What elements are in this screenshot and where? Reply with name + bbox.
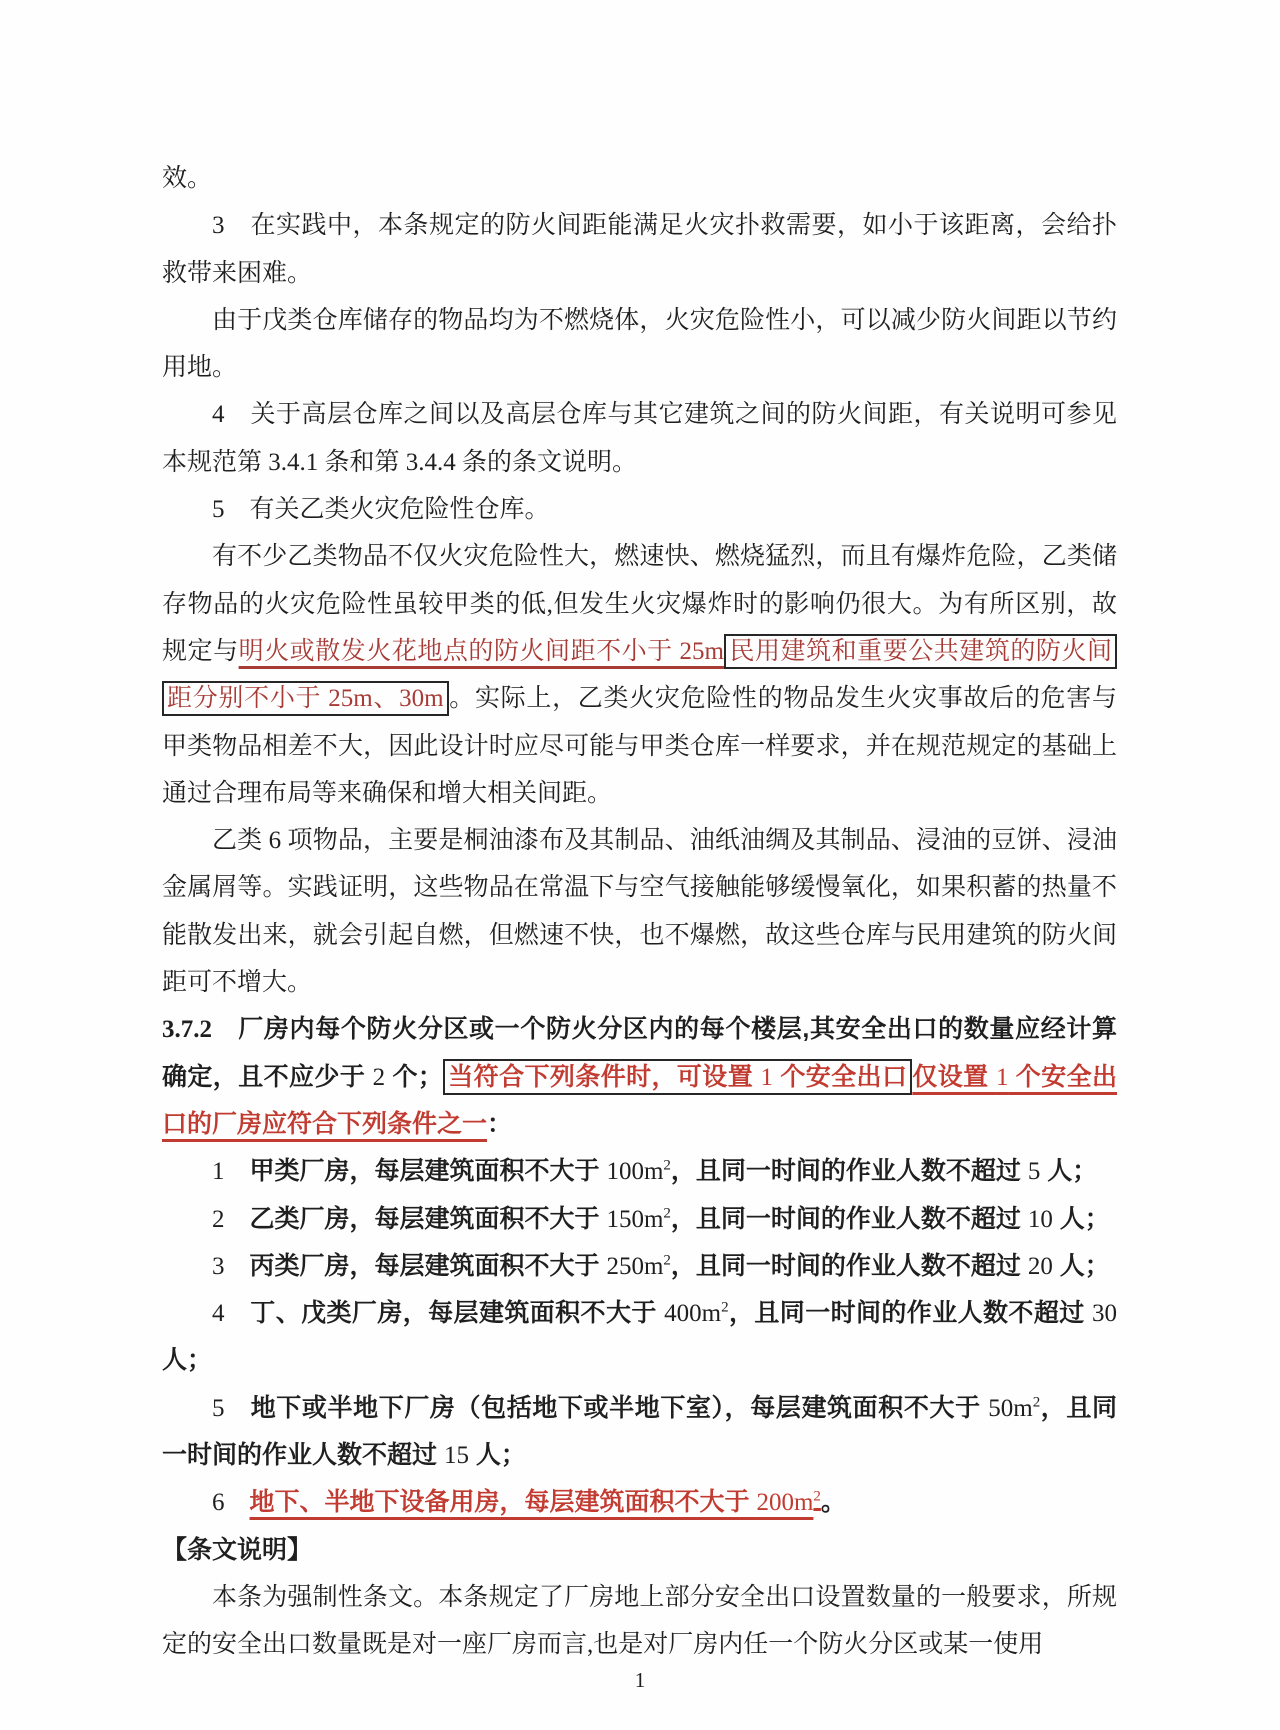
para-explanation-header	[162, 1527, 1117, 1574]
text-run: 厂房内每个防火分区或一个防火分区内的每个楼层,其安全出口的数量应经计算确定，且不应少于 2 个；	[162, 1015, 1117, 1091]
text-run: 6	[212, 1489, 225, 1517]
text-run: 5 有关乙类火灾危险性仓库。	[212, 496, 550, 524]
para-clause-item-2	[162, 1196, 1117, 1243]
text-run: ，且同一时间的作业人数不超过 15 人；	[162, 1393, 1117, 1470]
text-run: 2 乙类厂房，每层建筑面积不大于 150m	[212, 1204, 664, 1233]
page-number: 1	[634, 1668, 646, 1692]
text-run: 4 关于高层仓库之间以及高层仓库与其它建筑之间的防火间距，有关说明可参见本规范第 3.4.1 条和第 3.4.4 条的条文说明。	[162, 401, 1117, 476]
text-run: 2	[663, 1157, 671, 1174]
para-clause-item-1	[162, 1148, 1117, 1195]
text-run: 3.7.2	[162, 1016, 212, 1044]
text-run: 3 丙类厂房，每层建筑面积不大于 250m	[212, 1251, 664, 1280]
document-body	[162, 155, 1117, 1669]
text-run: 乙类 6 项物品，主要是桐油漆布及其制品、油纸油绸及其制品、浸油的豆饼、浸油金属屑等。实践证明，这些物品在常温下与空气接触能够缓慢氧化，如果积蓄的热量不能散发出来，就会引起自燃，但燃速不快，也不爆燃，故这些仓库与民用建筑的防火间距可不增大。	[162, 827, 1117, 997]
text-run: 有不少乙类物品不仅火灾危险性大，燃速快、燃烧猛烈，而且有爆炸危险，乙类储存物品的火灾危险性虽较甲类的低,但发生火灾爆炸时的影响仍很大。为有所区别，故规定与	[162, 543, 1117, 665]
text-run: 【条文说明】	[162, 1535, 313, 1564]
text-run: 当符合下列条件时，可设置 1 个安全出口	[443, 1059, 913, 1095]
para-note-5	[162, 486, 1117, 533]
text-run: 2	[663, 1252, 671, 1269]
para-explanation-body	[162, 1574, 1117, 1669]
text-run: 2	[813, 1488, 821, 1505]
text-run: ，且同一时间的作业人数不超过 10 人；	[670, 1204, 1110, 1233]
para-clause-372	[162, 1006, 1117, 1148]
text-run: ，且同一时间的作业人数不超过 5 人；	[670, 1157, 1098, 1186]
text-run: 仅设置 1 个安全出口的厂房应符合下列条件之一	[162, 1062, 1118, 1138]
para-note-3-supplement	[162, 297, 1117, 392]
text-run: 5 地下或半地下厂房（包括地下或半地下室），每层建筑面积不大于 50m	[212, 1393, 1033, 1422]
text-run: 民用建筑和重要公共建筑的防火间距分别不小于 25m、30m	[162, 634, 1117, 716]
text-run: 4 丁、戊类厂房，每层建筑面积不大于 400m	[212, 1299, 722, 1328]
para-clause-item-5	[162, 1385, 1117, 1480]
para-continuation	[162, 155, 1117, 202]
text-run: 效。	[162, 165, 213, 192]
para-note-5-item6	[162, 817, 1117, 1006]
text-run: 2	[721, 1299, 729, 1316]
text-run: 地下、半地下设备用房，每层建筑面积不大于 200m	[249, 1488, 814, 1517]
para-clause-item-4	[162, 1290, 1117, 1385]
para-note-4	[162, 391, 1117, 486]
text-run: 1 甲类厂房，每层建筑面积不大于 100m	[212, 1157, 664, 1186]
text-run: 本条为强制性条文。本条规定了厂房地上部分安全出口设置数量的一般要求，所规定的安全出口数量既是对一座厂房而言,也是对厂房内任一个防火分区或某一使用	[162, 1583, 1117, 1659]
para-note-3	[162, 202, 1117, 297]
para-note-5-detail	[162, 533, 1117, 817]
text-run: 3 在实践中，本条规定的防火间距能满足火灾扑救需要，如小于该距离，会给扑救带来困难。	[162, 212, 1117, 287]
text-run: 由于戊类仓库储存的物品均为不燃烧体，火灾危险性小，可以减少防火间距以节约用地。	[162, 306, 1117, 382]
para-clause-item-3	[162, 1243, 1117, 1290]
text-run: 2	[663, 1205, 671, 1222]
text-run: 2	[1032, 1394, 1041, 1411]
text-run: ：	[487, 1109, 513, 1138]
para-clause-item-6	[162, 1479, 1117, 1526]
text-run: 明火或散发火花地点的防火间距不小于 25m	[238, 637, 724, 665]
text-run: 。	[820, 1488, 846, 1517]
text-run: ，且同一时间的作业人数不超过 20 人；	[670, 1251, 1110, 1280]
text-run: ，且同一时间的作业人数不超过 30 人；	[162, 1299, 1117, 1375]
text-run: 。实际上，乙类火灾危险性的物品发生火灾事故后的危害与甲类物品相差不大，因此设计时应尽可能与甲类仓库一样要求，并在规范规定的基础上通过合理布局等来确保和增大相关间距。	[162, 685, 1117, 807]
